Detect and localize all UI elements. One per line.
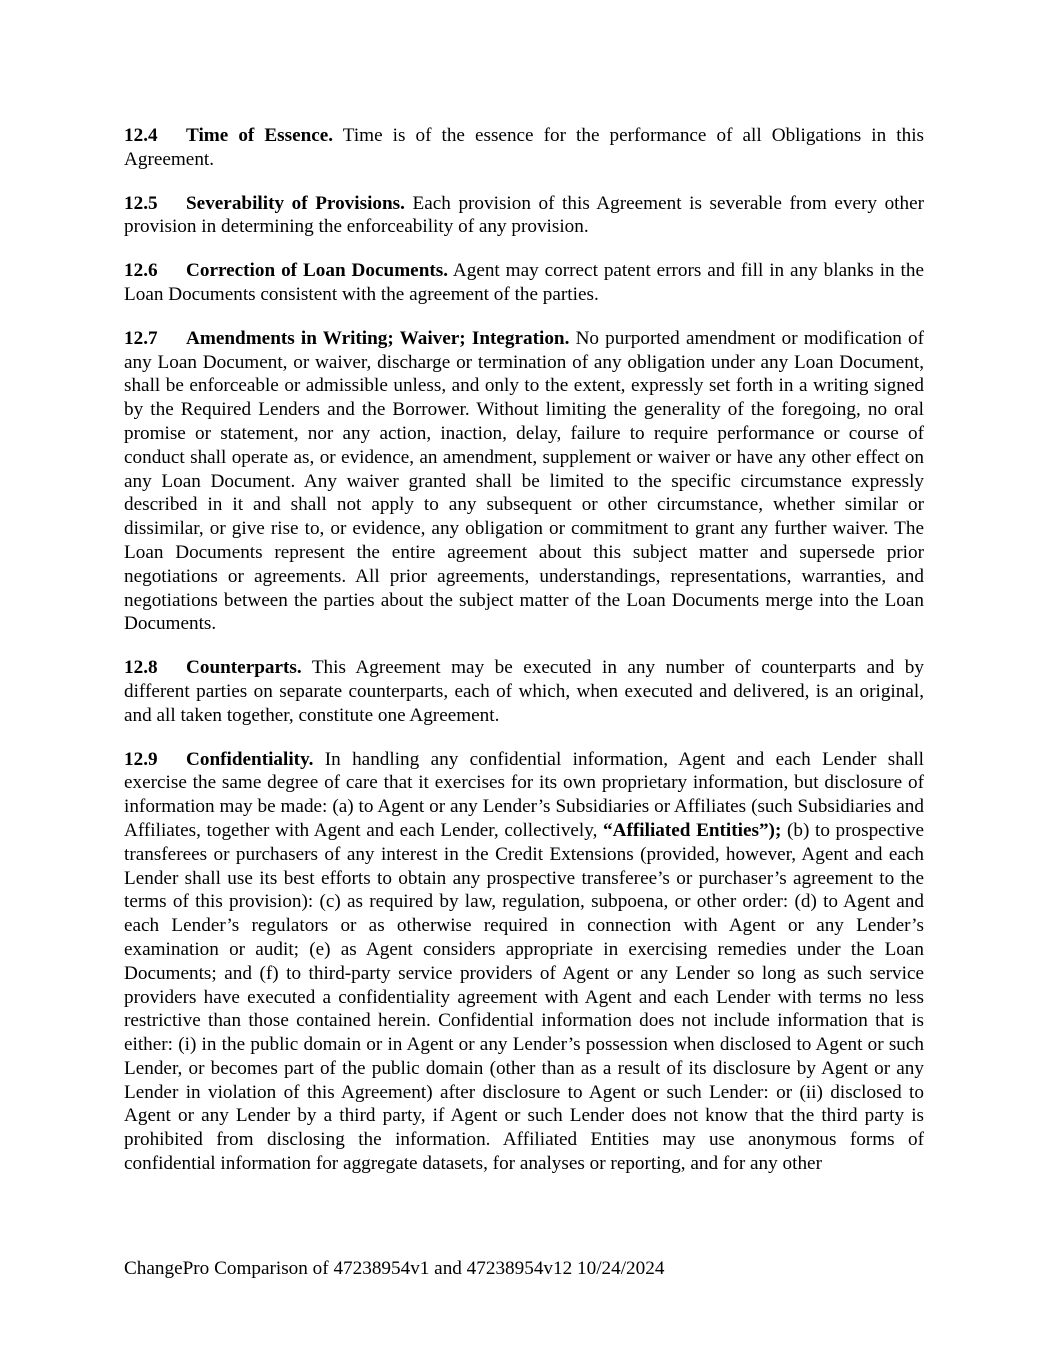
section-number: 12.6: [124, 260, 158, 282]
section-12-7: [124, 327, 924, 636]
section-number: 12.9: [124, 748, 158, 770]
section-body: This Agreement may be executed in any number of counterparts and by different parties on separate counterparts, each of which, when executed and delivered, is an original, and all taken together, constitute one Agreement.: [124, 657, 924, 726]
section-12-5: [124, 192, 924, 240]
section-heading: Time of Essence.: [186, 125, 334, 146]
defined-term: “Affiliated Entities”);: [603, 819, 782, 841]
section-body: Time is of the essence for the performance of all Obligations in this Agreement.: [124, 125, 924, 170]
section-heading: Confidentiality.: [186, 748, 314, 770]
document-page: [124, 124, 924, 1196]
section-number: 12.5: [124, 192, 158, 214]
section-12-6: [124, 259, 924, 307]
section-12-9: [124, 748, 924, 1176]
section-number: 12.7: [124, 327, 158, 349]
section-body: No purported amendment or modification of any Loan Document, or waiver, discharge or termination of any obligation under any Loan Document, shall be enforceable or admissible unless, and only to the extent, expressly set forth in a writing signed by the Required Lenders and the Borrower. Without limiting the generality of the foregoing, no oral promise or statement, nor any action, inaction, delay, failure to require performance or course of conduct shall operate as, or evidence, an amendment, supplement or waiver or have any other effect on any Loan Document. Any waiver granted shall be limited to the specific circumstance expressly described in it and shall not apply to any subsequent or other circumstance, whether similar or dissimilar, or give rise to, or evidence, any obligation or commitment to grant any further waiver. The Loan Documents represent the entire agreement about this subject matter and supersede prior negotiations or agreements. All prior agreements, understandings, representations, warranties, and negotiations between the parties about the subject matter of the Loan Documents merge into the Loan Documents.: [124, 327, 924, 635]
section-12-4: [124, 124, 924, 172]
section-heading: Severability of Provisions.: [186, 192, 405, 214]
section-number: 12.4: [124, 125, 158, 146]
section-body: Agent may correct patent errors and fill in any blanks in the Loan Documents consistent with the agreement of the parties.: [124, 260, 924, 305]
section-heading: Counterparts.: [186, 657, 302, 679]
section-body-part-1: In handling any confidential information, Agent and each Lender shall exercise the same degree of care that it exercises for its own proprietary information, but disclosure of information may be made: (a) to Agent or any Lender’s Subsidiaries or Affiliates (such Subsidiaries and Affiliates, together with Agent and each Lender, collectively,: [124, 748, 924, 841]
section-body: Each provision of this Agreement is severable from every other provision in determining the enforceability of any provision.: [124, 192, 924, 238]
section-12-8: [124, 656, 924, 727]
section-number: 12.8: [124, 657, 158, 679]
page-footer: ChangePro Comparison of 47238954v1 and 47238954v12 10/24/2024: [124, 1258, 665, 1279]
section-heading: Amendments in Writing; Waiver; Integration.: [186, 327, 570, 349]
section-heading: Correction of Loan Documents.: [186, 260, 449, 282]
section-body-part-2: (b) to prospective transferees or purchasers of any interest in the Credit Extensions (provided, however, Agent and each Lender shall use its best efforts to obtain any prospective transferee’s or purchaser’s agreement to the terms of this provision): (c) as required by law, regulation, subpoena, or other order: (d) to Agent and each Lender’s regulators or as otherwise required in connection with Agent or any Lender’s examination or audit; (e) as Agent considers appropriate in exercising remedies under the Loan Documents; and (f) to third-party service providers of Agent or any Lender so long as such service providers have executed a confidentiality agreement with Agent and each Lender with terms no less restrictive than those contained herein. Confidential information does not include information that is either: (i) in the public domain or in Agent or any Lender’s possession when disclosed to Agent or such Lender, or becomes part of the public domain (other than as a result of its disclosure by Agent or any Lender in violation of this Agreement) after disclosure to Agent or such Lender: or (ii) disclosed to Agent or any Lender by a third party, if Agent or such Lender does not know that the third party is prohibited from disclosing the information. Affiliated Entities may use anonymous forms of confidential information for aggregate datasets, for analyses or reporting, and for any other: [124, 819, 924, 1175]
